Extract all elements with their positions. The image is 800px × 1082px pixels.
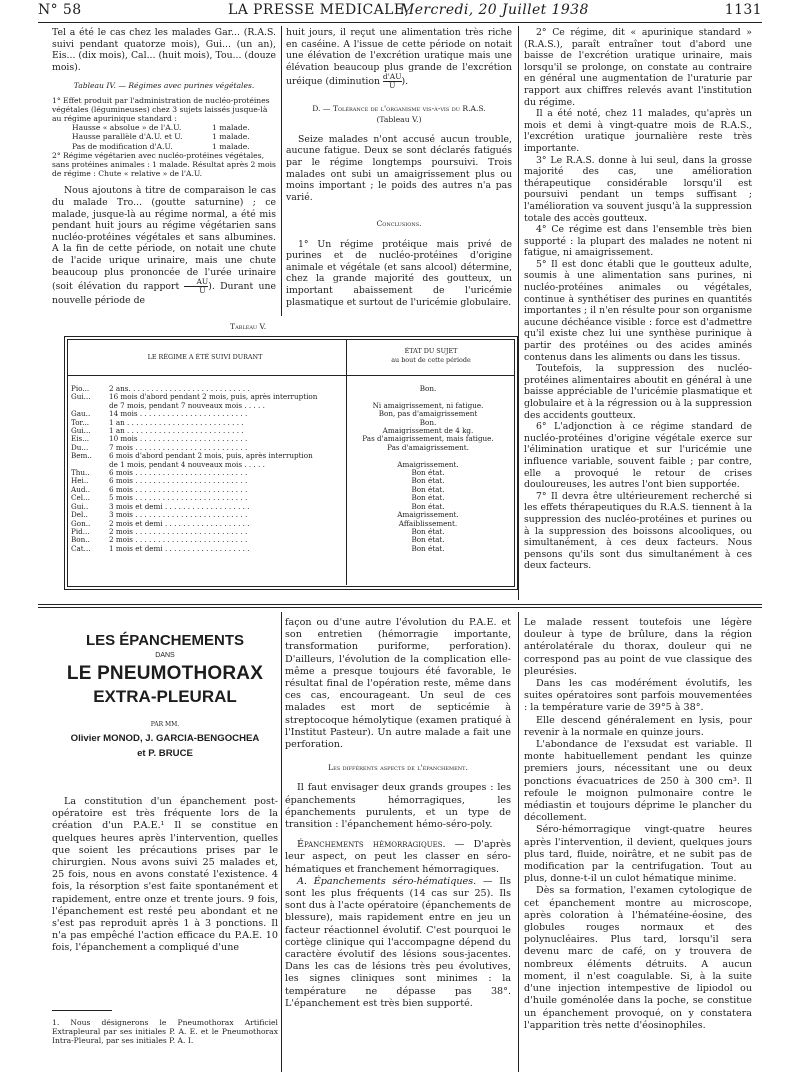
patient-state: Bon état.	[411, 476, 445, 486]
patient-name: Cel...	[71, 493, 90, 503]
table-v-row	[71, 536, 511, 544]
row-label: Hausse « absolue » de l'A.U.	[72, 123, 182, 133]
patient-state: Bon état.	[411, 526, 445, 536]
authors-2: et P. BRUCE	[137, 748, 193, 759]
table-v-row	[71, 444, 511, 452]
regime-duration: 7 mois . . . . . . . . . . . . . . . . . . . . . . . . .	[109, 443, 248, 452]
regime-duration: 3 mois . . . . . . . . . . . . . . . . . . . . . . . . .	[109, 511, 248, 520]
article-title-line3: EXTRA-PLEURAL	[93, 687, 237, 706]
footnote-rule	[52, 1010, 112, 1011]
patient-name: Gon..	[71, 518, 91, 528]
table-iv-row	[72, 123, 276, 132]
patient-name: Thu..	[71, 468, 90, 478]
regime-duration: 14 mois . . . . . . . . . . . . . . . . . . . . . . . .	[109, 410, 248, 419]
paragraph: Elle descend généralement en lysis, pour revenir à la normale en quinze jours.	[524, 714, 752, 738]
paragraph: Le malade ressent toutefois une légère douleur à type de brûlure, dans la région antérolatérale du thorax, douleur qui ne correspond pas au point de vue classique des pleurésies.	[524, 617, 752, 677]
regime-duration: 10 mois . . . . . . . . . . . . . . . . . . . . . . . .	[109, 435, 248, 444]
regime-duration: 2 ans. . . . . . . . . . . . . . . . . . . . . . . . . . .	[109, 385, 250, 393]
patient-state: Amaigrissement.	[397, 459, 459, 469]
paragraph	[285, 839, 511, 876]
patient-name: Bon..	[71, 535, 90, 545]
patient-state: Pas d'amaigrissement.	[387, 442, 469, 452]
patient-state: Bon, pas d'amaigrissement	[378, 409, 478, 419]
paragraph: Toutefois, la suppression des nucléo-protéines alimentaires aboutit en général à une baisse appréciable de l'uricémie plasmatique et globulaire et à la régression ou à la suppression des accidents goutteux.	[524, 363, 752, 421]
patient-state: Bon.	[419, 384, 437, 393]
column-c	[524, 27, 752, 572]
table-v-row	[71, 410, 511, 418]
patient-name: Del..	[71, 510, 88, 520]
patient-state: Bon état.	[411, 468, 445, 478]
fraction	[184, 278, 208, 295]
regime-duration: 16 mois d'abord pendant 2 mois, puis, après interruption	[109, 393, 318, 402]
regime-duration: 1 mois et demi . . . . . . . . . . . . . . . . . . .	[109, 544, 250, 553]
paragraph: Il a été noté, chez 11 malades, qu'après un mois et demi à vingt-quatre mois de R.A.S., l'excrétion uratique journalière reste très importante.	[524, 108, 752, 154]
table-iv-row	[72, 132, 276, 141]
run-in-heading: A. Épanchements séro-hématiques.	[297, 875, 477, 887]
paragraph: façon ou d'une autre l'évolution du P.A.E. et son entretien (hémorragie importante, transformation puriforme, perforation). D'ailleurs, l'évolution de la complication elle-même a presque toujours été favorable, le résultat final de l'opération reste, même dans ces cas, encourageant. Un seul de ces malades est mort de septicémie à streptocoque hémolytique (examen pratiqué à l'Institut Pasteur). Un autre malade a fait une perforation.	[285, 617, 511, 751]
regime-duration: 2 mois . . . . . . . . . . . . . . . . . . . . . . . . .	[109, 536, 248, 545]
patient-name: Bem..	[71, 451, 92, 461]
paragraph: Séro-hémorragique vingt-quatre heures après l'intervention, il devient, quelques jours plus tard, fluide, noirâtre, et ne subit pas de modification par la centrifugation. Tout au plus, donne-t-il un culot hématique minime.	[524, 824, 752, 885]
table-v-row	[71, 494, 511, 502]
text: Nous ajoutons à titre de comparaison le cas du malade Tro... (goutte saturnine) ; ce malade, jusque-là au régime normal, a été mis pendant huit jours au régime végétarien sans nucléo-protéines végétales et sans albumines. A la fin de cette période, on notait une chute de l'acide urique urinaire, mais une chute beaucoup plus prononcée de l'urée urinaire (soit élévation du rapport	[52, 185, 276, 293]
regime-duration: 2 mois . . . . . . . . . . . . . . . . . . . . . . . . .	[109, 527, 248, 536]
row-value: 1 malade.	[212, 132, 250, 142]
table-v-header-rule	[67, 375, 515, 376]
table-v-rows	[71, 385, 511, 553]
row-label: Hausse parallèle d'A.U. et U.	[72, 132, 183, 142]
patient-name: Pid...	[71, 526, 90, 536]
paragraph	[52, 185, 276, 306]
row-value: 1 malade.	[212, 123, 250, 133]
fraction-numerator: d'AU	[382, 72, 402, 82]
article-column-3	[524, 617, 752, 1032]
formula-word: diminution	[328, 76, 380, 88]
patient-state: Bon état.	[411, 535, 445, 545]
table-v-row	[71, 545, 511, 553]
regime-duration: 6 mois . . . . . . . . . . . . . . . . . . . . . . . . .	[109, 469, 248, 478]
paragraph: Il faut envisager deux grands groupes : les épanchements hémorragiques, les épanchements purulents, et un type de transition : l'épanchement hémo-séro-poly.	[285, 782, 511, 831]
article-title-dans: DANS	[155, 652, 175, 659]
article-title-block	[52, 620, 278, 759]
column-a	[52, 27, 276, 307]
regime-duration: 1 an . . . . . . . . . . . . . . . . . . . . . . . . . .	[109, 427, 244, 436]
table-v-row	[71, 461, 511, 469]
regime-duration: de 1 mois, pendant 4 nouveaux mois . . . . .	[109, 460, 265, 469]
patient-name: Gui...	[71, 392, 91, 402]
paragraph: La constitution d'un épanchement post-opératoire est très fréquente lors de la création d'un P.A.E.¹ Il se constitue en quelques heures après l'intervention, quelles que soient les précautions prises par le chirurgien. Nous avons suivi 25 malades et, 25 fois, nous en avons constaté l'existence. 4 fois, la résorption s'est faite spontanément et rapidement, entre onze et trente jours. 9 fois, l'épanchement est resté peu abondant et ne s'est pas reproduit après 1 à 3 ponctions. Il n'a pas empêché l'action efficace du P.A.E. 10 fois, l'épanchement a compliqué d'une	[52, 796, 278, 954]
article-title-line2: LE PNEUMOTHORAX	[66, 663, 264, 684]
paragraph: 2° Ce régime, dit « apurinique standard » (R.A.S.), paraît entraîner tout d'abord une baisse de l'excrétion uratique urinaire, mais lorsqu'il se prolonge, on constate au contraire en général une augmentation de l'uraturie par rapport aux chiffres relevés avant l'institution du régime.	[524, 27, 752, 108]
section-d-heading: D. — Tolérance de l'organisme vis-à-vis du R.A.S.	[312, 104, 486, 114]
patient-name: Cat...	[71, 543, 91, 553]
column-rule	[281, 612, 282, 1072]
column-rule	[518, 26, 519, 600]
regime-duration: de 7 mois, pendant 7 nouveaux mois . . . . .	[109, 401, 265, 410]
text: huit jours, il reçut une alimentation très riche en caséine. A l'issue de cette période on notait une élévation de l'excrétion uratique mais une élévation beaucoup plus grande de l'excrétion uréique	[286, 27, 512, 88]
patient-state: Pas d'amaigrissement, mais fatigue.	[362, 434, 494, 444]
paragraph: L'abondance de l'exsudat est variable. Il monte habituellement pendant les quinze premiers jours, nécessitant une ou deux ponctions évacuatrices de 250 à 300 cm³. Il refoule le moignon pulmonaire contre le médiastin et toujours déprime le plancher du décollement.	[524, 739, 752, 824]
table-v-row	[71, 528, 511, 536]
patient-state: Bon.	[419, 417, 437, 427]
table-v	[64, 336, 518, 590]
patient-name: Pio...	[71, 384, 90, 393]
authors: Olivier MONOD, J. GARCIA-BENGOCHEA	[70, 733, 260, 744]
patient-name: Tor...	[71, 417, 90, 427]
table-v-row	[71, 486, 511, 494]
patient-name: Gui...	[71, 426, 91, 436]
patient-name: Gui..	[71, 501, 89, 511]
text: — D'après leur aspect, on peut les classer en séro-hématiques et franchement hémorragiques.	[285, 839, 511, 875]
regime-duration: 1 an . . . . . . . . . . . . . . . . . . . . . . . . . .	[109, 418, 244, 427]
patient-state: Bon état.	[411, 543, 445, 553]
article-column-1	[52, 796, 278, 955]
column-b	[286, 27, 512, 308]
section-d-subheading: (Tableau V.)	[376, 114, 422, 124]
table-v-row	[71, 469, 511, 477]
article-title-line1: LES ÉPANCHEMENTS	[85, 632, 245, 649]
paragraph: Seize malades n'ont accusé aucun trouble, aucune fatigue. Deux se sont déclarés fatigués par le régime longtemps poursuivi. Trois malades ont subi un amaigrissement plus ou moins important ; le poids des autres n'a pas varié.	[286, 133, 512, 203]
by-line-label: PAR MM.	[150, 721, 180, 728]
regime-duration: 2 mois et demi . . . . . . . . . . . . . . . . . . .	[109, 519, 250, 528]
patient-state: Affaiblissement.	[398, 518, 458, 528]
journal-title: LA PRESSE MEDICALE,	[228, 2, 410, 18]
regime-duration: 6 mois d'abord pendant 2 mois, puis, après interruption	[109, 452, 313, 461]
run-in-heading: Épanchements hémorragiques.	[297, 839, 446, 851]
paragraph: 6° L'adjonction à ce régime standard de nucléo-protéines d'origine végétale exerce sur l'élimination uratique et sur l'uricémie une influence variable, souvent faible ; par contre, elle a provoqué le retour de crises douloureuses, les autres l'ont bien supportée.	[524, 421, 752, 491]
conclusions-heading: Conclusions.	[376, 219, 422, 229]
table-v-row	[71, 520, 511, 528]
paragraph: Dès sa formation, l'examen cytologique de cet épanchement montre au microscope, après coloration à l'hématéine-éosine, des globules rouges normaux et des polynucléaires. Plus tard, lorsqu'il sera devenu marc de café, on y trouvera de nombreux éléments détruits. A aucun moment, il n'est coagulable. Si, à la suite d'une injection intempestive de lipiodol ou d'huile goménolée dans la poche, se constitue un épanchement provoqué, on y constatera l'apparition très nette d'éosinophiles.	[524, 885, 752, 1031]
row-label: Pas de modification d'A.U.	[72, 141, 173, 151]
paragraph	[286, 27, 512, 90]
fraction-numerator: AU	[184, 278, 208, 287]
patient-name: Gau..	[71, 409, 91, 419]
patient-name: Hei..	[71, 476, 89, 486]
section-rule	[38, 604, 762, 605]
paragraph	[285, 876, 511, 1010]
running-header	[38, 2, 762, 20]
patient-state: Bon état.	[411, 493, 445, 503]
table-iv-item-1: 1° Effet produit par l'administration de nucléo-protéines végétales (légumineuses) chez 3 sujets laissés jusque-là au régime apurinique standard :	[52, 95, 270, 123]
column-rule	[281, 26, 282, 316]
fraction-denominator: U	[199, 286, 206, 296]
fraction	[383, 73, 402, 90]
table-v-col2-header: ÉTAT DU SUJET	[404, 347, 458, 355]
table-v-row	[71, 385, 511, 393]
issue-date: Mercredi, 20 Juillet 1938	[400, 2, 589, 18]
fraction-denominator: U	[389, 81, 396, 91]
footnote: 1. Nous désignerons le Pneumothorax Artificiel Extrapleural par ses initiales P. A. E. et le Pneumothorax Intra-Pleural, par ses initiales P. A. I.	[52, 1018, 278, 1046]
table-iv-title: Tableau IV. — Régimes avec purines végétales.	[73, 81, 255, 91]
patient-name: Aud..	[71, 484, 90, 494]
paragraph: 4° Ce régime est dans l'ensemble très bien supporté : la plupart des malades ne notent ni fatigue, ni amaigrissement.	[524, 224, 752, 259]
table-v-row	[71, 477, 511, 485]
page-number-right: 1131	[724, 2, 762, 18]
patient-name: Eis...	[71, 434, 90, 444]
row-value: 1 malade.	[212, 141, 250, 151]
page-number-left: N° 58	[38, 2, 82, 18]
section-rule-2	[38, 607, 762, 608]
paragraph: Dans les cas modérément évolutifs, les suites opératoires sont parfois mouvementées : la température varie de 39°5 à 38°.	[524, 678, 752, 714]
patient-name: Du...	[71, 442, 89, 452]
header-rule	[38, 22, 762, 23]
column-rule	[518, 612, 519, 1072]
paragraph: 7° Il devra être ultérieurement recherché si les effets thérapeutiques du R.A.S. tiennent à la suppression des nucléo-protéines et purines ou à la suppression des boissons alcooliques, ou simultanément, à ces deux facteurs. Nous pensons qu'ils sont dus simultanément à ces deux facteurs.	[524, 490, 752, 572]
patient-state: Bon état.	[411, 501, 445, 511]
table-iv-row	[72, 142, 276, 151]
paragraph: 1° Un régime protéique mais privé de purines et de nucléo-protéines d'origine animale et végétale (et sans alcool) détermine, chez la grande majorité des goutteux, un important abaissement de l'uricémie plasmatique et surtout de l'uricémie globulaire.	[286, 238, 512, 308]
patient-state: Amaigrissement.	[397, 510, 459, 520]
patient-state: Bon état.	[411, 484, 445, 494]
regime-duration: 5 mois . . . . . . . . . . . . . . . . . . . . . . . . .	[109, 494, 248, 503]
section-heading: Les différents aspects de l'épanchement.	[328, 763, 468, 773]
regime-duration: 6 mois . . . . . . . . . . . . . . . . . . . . . . . . .	[109, 485, 248, 494]
patient-state: Amaigrissement de 4 kg.	[382, 426, 474, 436]
text: ). Durant une nouvelle période de	[52, 281, 276, 307]
table-v-col1-header: LE RÉGIME A ÉTÉ SUIVI DURANT	[147, 353, 263, 361]
table-v-caption: Tableau V.	[230, 322, 267, 331]
paragraph: 3° Le R.A.S. donne à lui seul, dans la grosse majorité des cas, une amélioration thérapeutique considérable lorsqu'il est poursuivi pendant un temps suffisant ; l'amélioration va souvent jusqu'à la suppression totale des accès goutteux.	[524, 154, 752, 224]
formula: (diminution $\frac{d'AU}{U}$ ).	[325, 72, 409, 91]
paragraph: 5° Il est donc établi que le goutteux adulte, soumis à une alimentation sans purines, ni nucléo-protéines animales ou végétales, continue à synthétiser des purines en quantités importantes ; il n'en résulte pour son organisme aucune déchéance visible : force est d'admettre qu'il existe chez lui une synthèse purinique à partir des protéines ou des acides aminés contenus dans les aliments ou dans les tissus.	[524, 258, 752, 363]
table-iv-item-2: 2° Régime végétarien avec nucléo-protéines végétales, sans protéines animales : 1 malade. Résultat après 2 mois de régime : Chute « relative » de l'A.U.	[52, 150, 276, 179]
regime-duration: 3 mois et demi . . . . . . . . . . . . . . . . . . .	[109, 502, 250, 511]
text: — Ils sont les plus fréquents (14 cas sur 25). Ils sont dus à l'acte opératoire (épanchements de blessure), mais rapidement entre en jeu un facteur réactionnel évolutif. C'est pourquoi le cortège clinique qui l'accompagne dépend du caractère évolutif des lésions sous-jacentes. Dans les cas de lésions très peu évolutives, les signes cliniques sont minimes : la température ne dépasse pas 38°. L'épanchement est très bien supporté.	[285, 875, 511, 1009]
paragraph: Tel a été le cas chez les malades Gar... (R.A.S. suivi pendant quatorze mois), Gui... (un an), Eis... (dix mois), Cal... (huit mois), Tou... (douze mois).	[52, 27, 276, 73]
table-v-col2-subheader: au bout de cette période	[391, 356, 471, 364]
table-iv-rows	[72, 123, 276, 151]
patient-state: Ni amaigrissement, ni fatigue.	[372, 400, 484, 410]
article-column-2	[285, 617, 511, 1010]
regime-duration: 6 mois . . . . . . . . . . . . . . . . . . . . . . . . .	[109, 477, 248, 486]
